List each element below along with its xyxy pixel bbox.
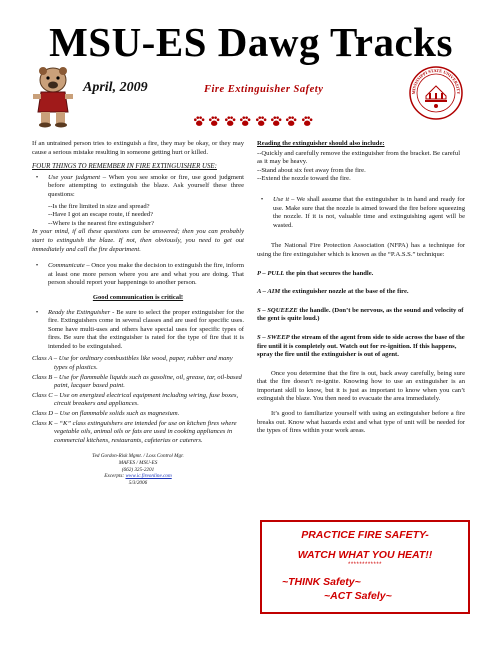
pass-letter: S – SQUEEZE — [257, 306, 298, 314]
reading-item: --Extend the nozzle toward the fire. — [257, 175, 351, 183]
paw-print-icon — [193, 114, 205, 128]
footer-org: MAFES / MSU-ES — [118, 460, 158, 466]
callout-line-1: PRACTICE FIRE SAFETY- — [301, 529, 429, 541]
pass-squeeze: S – SQUEEZE the handle. (Don’t be nervous, as the sound and velocity of the gent is quite loud.) — [257, 306, 464, 323]
intro-paragraph: If an untrained person tries to extinguish a fire, they may be okay, or they may cause a serious mistake resulting in someone getting hurt or killed. — [32, 140, 244, 156]
newsletter-title: MSU-ES Dawg Tracks — [49, 19, 453, 65]
callout-think-safety: ~THINK Safety~ — [282, 576, 361, 588]
right-column — [257, 140, 465, 442]
class-item: Class K – “K” class extinguishers are intended for use on kitchen fires where vegetable oils, animal oils or fats are used in cooking appliances in commercial kitchens, restaurants, cafeterias or caterers. — [32, 419, 237, 444]
ready-text: - Be sure to select the proper extinguisher for the fire. Extinguishers come in several classes and are used for specific uses. Some have multi-uses and others have special uses for specific types of fires. Be sure that the extinguisher is rated for the type of fire that it is intended to be extinguished. — [48, 308, 245, 350]
university-seal-icon — [409, 66, 463, 120]
pass-letter: A – AIM — [257, 288, 281, 296]
pass-pull: P – PULL the pin that secures the handle. — [257, 269, 374, 277]
pass-letter: S – SWEEP — [257, 333, 290, 341]
footer-excerpts-label: Excerpts: — [104, 473, 126, 480]
question-2: --Have I got an escape route, if needed? — [48, 211, 154, 219]
paw-print-icon — [285, 114, 297, 128]
class-item: Class D – Use on flammable solids such as magnesium. — [32, 410, 180, 418]
paw-print-icon — [270, 114, 282, 128]
extinguisher-classes-list — [32, 355, 244, 445]
paw-print-icon — [301, 114, 313, 128]
article-subtitle: Fire Extinguisher Safety — [204, 84, 324, 95]
judgment-note: In your mind, if all these questions can be answered; then you can probably start to extinguish the blaze. If not, then obviously, you need to get out immediately and call the fire department. — [32, 228, 244, 253]
pass-sweep: S – SWEEP the stream of the agent from side to side across the base of the fire until it is completely out. Watch out for re-ignition. If this happens, spray the fire until the extinguisher is out of agent. — [257, 333, 465, 359]
communicate-bullet — [32, 262, 244, 288]
seal-text: MISSISSIPPI STATE UNIVERSITY — [410, 67, 462, 95]
judgment-text: – When you see smoke or fire, use good judgment before attempting to extinguish the blaze. Ask yourself these three questions: — [48, 173, 244, 198]
bullet-icon: • — [260, 195, 264, 203]
fire-safety-callout — [260, 520, 470, 614]
ready-label: Ready the Extinguisher — [48, 308, 111, 316]
question-3: --Where is the nearest fire extinguisher? — [48, 219, 154, 227]
fire-out-paragraph: Once you determine that the fire is out, back away carefully, being sure that the fire doesn’t re-ignite. Knowing how to use an extinguisher is an important skill to know, but it is just as important to know when you can’t extinguish the blaze. You then need to evacuate the area immediately. — [257, 369, 465, 403]
reading-heading: Reading the extinguisher should also include: — [257, 140, 385, 147]
footer-phone: (662) 325-2201 — [121, 466, 155, 473]
use-it-bullet — [257, 196, 465, 230]
ready-bullet — [32, 309, 244, 352]
class-item: Class A – Use for ordinary combustibles like wood, paper, rubber and many types of plastics. — [32, 355, 233, 372]
bullet-icon: • — [35, 262, 39, 270]
reading-item: --Quickly and carefully remove the extinguisher from the bracket. Be careful as it may be heavy. — [257, 149, 461, 166]
question-1: --Is the fire limited in size and spread? — [48, 202, 150, 210]
left-column — [32, 140, 244, 486]
footer-author: Ted Gordon-Risk Mgmt. / Loss Control Mgr. — [92, 453, 184, 460]
communicate-text: – Once you make the decision to extinguish the fire, inform at least one more person where you are and what you are doing. That person should report your happenings to another person. — [48, 262, 244, 287]
judgment-label: Use your judgment — [48, 173, 101, 181]
callout-stars: ************ — [347, 562, 383, 568]
paw-print-icon — [255, 114, 267, 128]
use-it-label: Use it — [273, 195, 290, 203]
use-it-text: – We shall assume that the extinguisher is in hand and ready for use. Make sure that the nozzle is aimed toward the fire before squeezing the nozzle. If it is not, valuable time and extinguishing agent will be wasted. — [273, 195, 465, 229]
footer-date: 5/3/2006 — [128, 479, 148, 486]
paw-print-icon — [239, 114, 251, 128]
reading-item: --Stand about six feet away from the fire. — [257, 166, 366, 174]
judgment-bullet — [32, 174, 244, 200]
paw-print-divider — [193, 114, 313, 130]
familiarize-paragraph: It’s good to familiarize yourself with using an extinguisher before a fire breaks out. Know what hazards exist and what type of unit will be needed for the types of fires within your work areas. — [257, 410, 465, 435]
author-footer — [32, 453, 244, 486]
pass-aim: A – AIM the extinguisher nozzle at the base of the fire. — [257, 288, 409, 296]
bullet-icon: • — [35, 173, 39, 181]
communicate-label: Communicate — [48, 262, 85, 270]
issue-date: April, 2009 — [83, 80, 148, 95]
bulldog-mascot-icon — [33, 66, 73, 128]
communication-critical: Good communication is critical! — [92, 293, 184, 301]
footer-excerpts-link[interactable]: www.ic.fireonline.com — [125, 473, 172, 480]
paw-print-icon — [224, 114, 236, 128]
nfpa-paragraph: The National Fire Protection Association (NFPA) has a technique for using the fire extinguisher which is known as the “P.A.S.S.” technique: — [257, 242, 465, 258]
callout-line-2: WATCH WHAT YOU HEAT!! — [297, 549, 433, 561]
callout-act-safely: ~ACT Safely~ — [324, 590, 392, 602]
class-item: Class C – Use on energized electrical equipment including wiring, fuse boxes, circuit breakers and appliances. — [32, 391, 239, 408]
paw-print-icon — [208, 114, 220, 128]
bullet-icon: • — [35, 308, 39, 316]
pass-letter: P – PULL — [257, 269, 285, 277]
class-item: Class B – Use for flammable liquids such as gasoline, oil, grease, tar, oil-based paint, lacquer based paint. — [32, 373, 242, 390]
four-things-heading: FOUR THINGS TO REMEMBER IN FIRE EXTINGUISHER USE: — [32, 163, 217, 171]
